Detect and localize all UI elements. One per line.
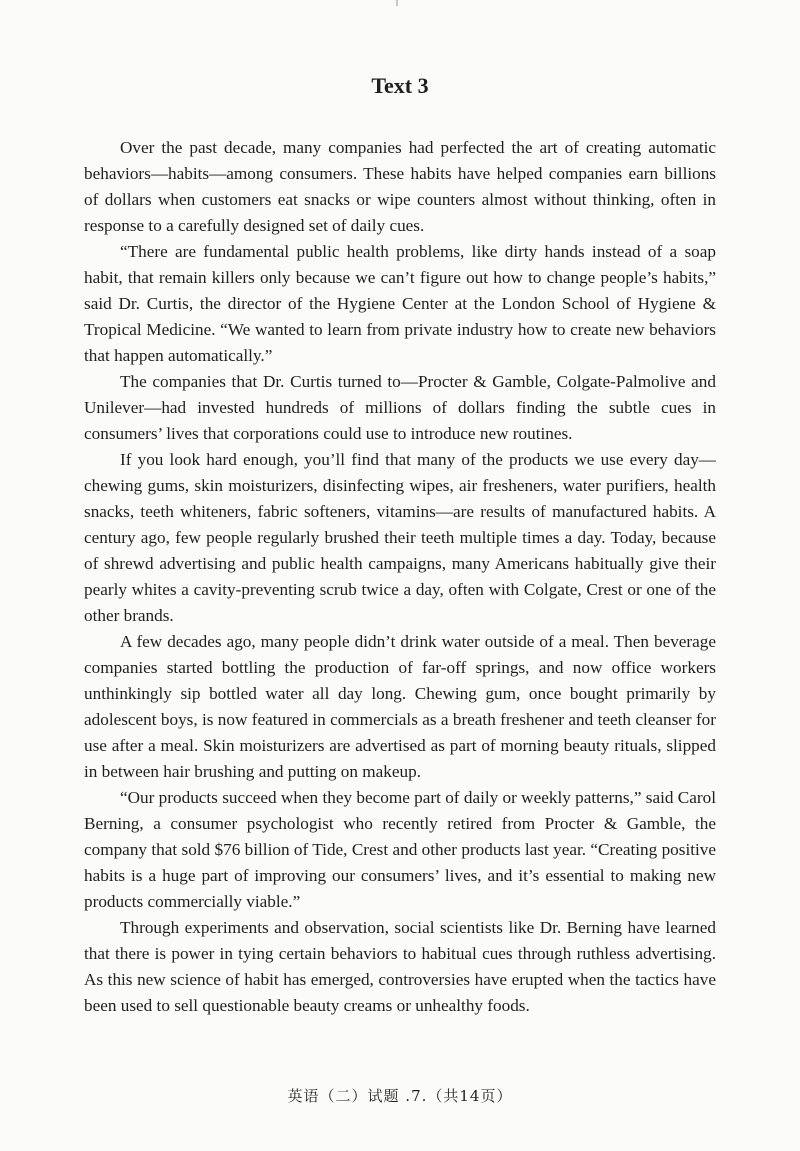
paragraph-1: Over the past decade, many companies had perfected the art of creating automatic behaviors—habits—among consumers. These habits have helped companies earn billions of dollars when customers eat snacks or wipe counters almost without thinking, often in response to a carefully designed set of daily cues.: [84, 138, 716, 235]
paragraph-2: “There are fundamental public health problems, like dirty hands instead of a soap habit, that remain killers only because we can’t figure out how to change people’s habits,” said Dr. Curtis, the director of the Hygiene Center at the London School of Hygiene & Tropical Medicine. “We wanted to learn from private industry how to create new behaviors that happen automatically.”: [84, 242, 716, 365]
page-footer: 英语（二）试题 .7.（共14页）: [287, 1087, 513, 1105]
passage-body: [84, 135, 716, 1019]
paragraph-5: A few decades ago, many people didn’t drink water outside of a meal. Then beverage companies started bottling the production of far-off springs, and now office workers unthinkingly sip bottled water all day long. Chewing gum, once bought primarily by adolescent boys, is now featured in commercials as a breath freshener and teeth cleanser for use after a meal. Skin moisturizers are advertised as part of morning beauty rituals, slipped in between hair brushing and putting on makeup.: [84, 632, 716, 781]
paragraph-4: If you look hard enough, you’ll find that many of the products we use every day—chewing gums, skin moisturizers, disinfecting wipes, air fresheners, water purifiers, health snacks, teeth whiteners, fabric softeners, vitamins—are results of manufactured habits. A century ago, few people regularly brushed their teeth multiple times a day. Today, because of shrewd advertising and public health campaigns, many Americans habitually give their pearly whites a cavity-preventing scrub twice a day, often with Colgate, Crest or one of the other brands.: [84, 450, 716, 625]
paragraph-3: The companies that Dr. Curtis turned to—Procter & Gamble, Colgate-Palmolive and Unilever—had invested hundreds of millions of dollars finding the subtle cues in consumers’ lives that corporations could use to introduce new routines.: [84, 372, 716, 443]
scan-mark: [396, 0, 398, 6]
paragraph-7: Through experiments and observation, social scientists like Dr. Berning have learned that there is power in tying certain behaviors to habitual cues through ruthless advertising. As this new science of habit has emerged, controversies have erupted when the tactics have been used to sell questionable beauty creams or unhealthy foods.: [84, 918, 716, 1015]
section-title: Text 3: [371, 73, 429, 98]
paragraph-6: “Our products succeed when they become part of daily or weekly patterns,” said Carol Berning, a consumer psychologist who recently retired from Procter & Gamble, the company that sold $76 billion of Tide, Crest and other products last year. “Creating positive habits is a huge part of improving our consumers’ lives, and it’s essential to making new products commercially viable.”: [84, 788, 716, 911]
